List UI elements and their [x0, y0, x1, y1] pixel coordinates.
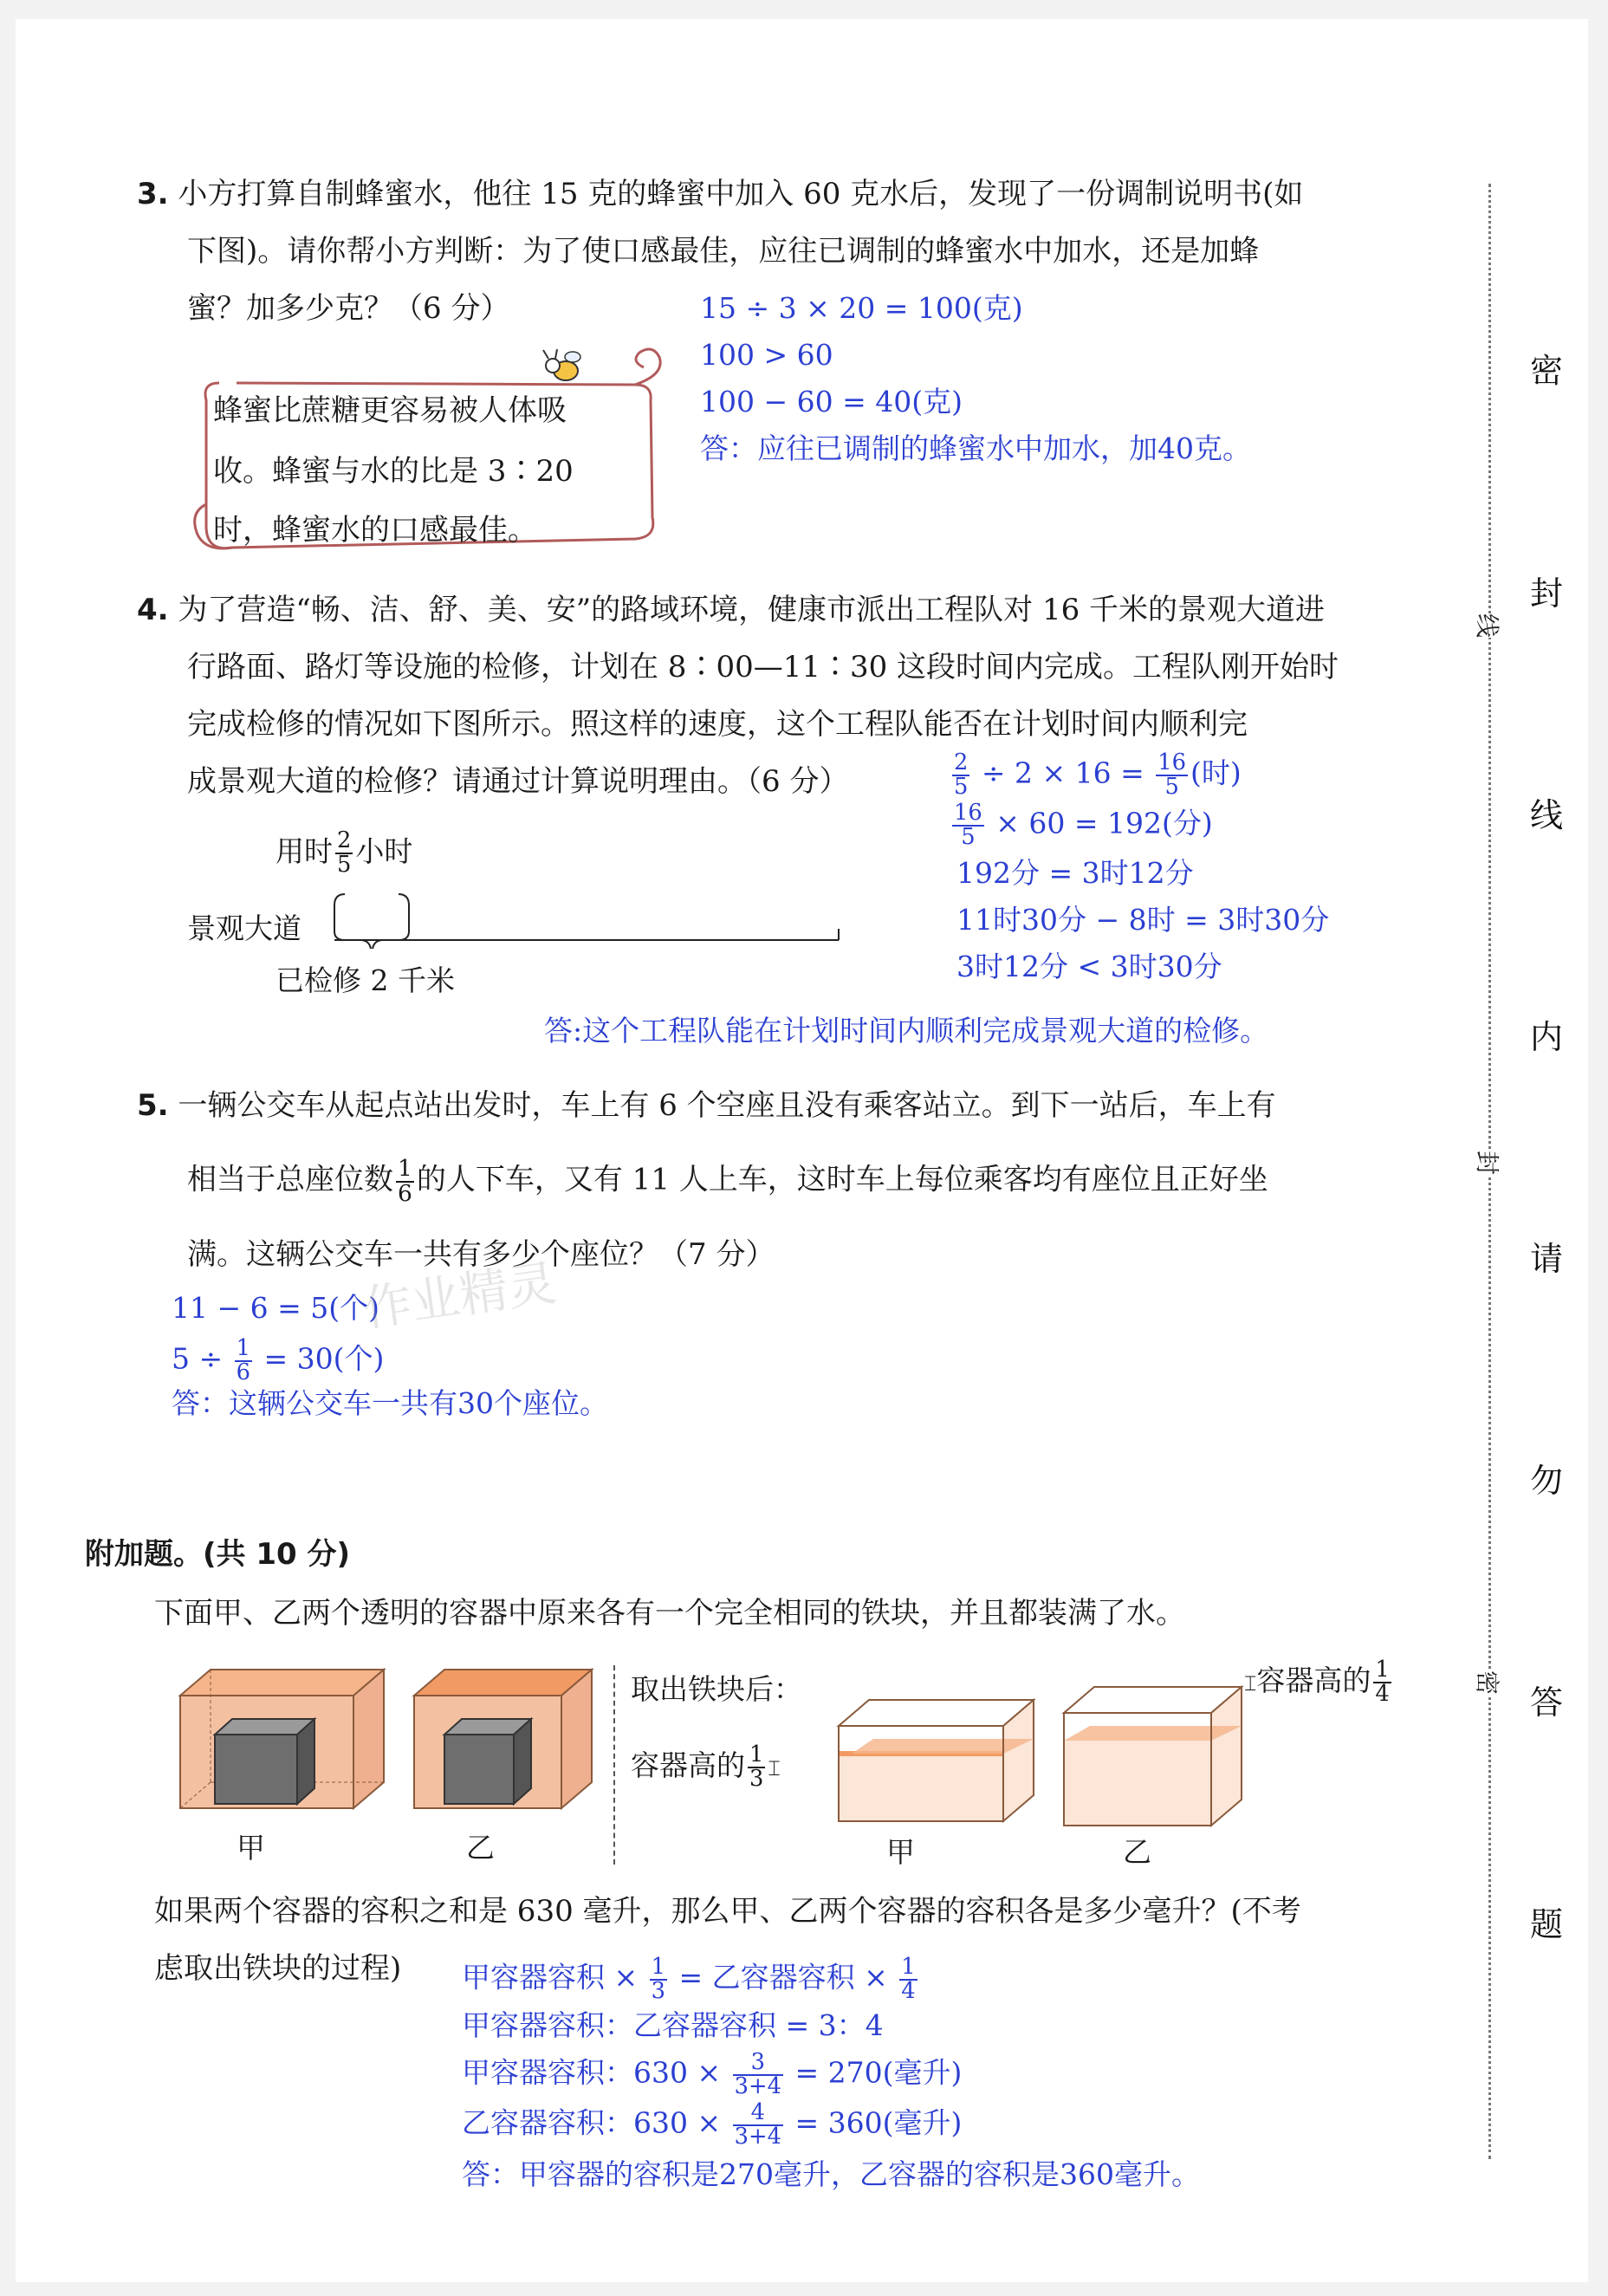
label-yi-2: 乙: [1123, 1835, 1151, 1869]
label-jia-1: 甲: [237, 1831, 265, 1865]
q4-conclusion: 答:这个工程队能在计划时间内顺利完成景观大道的检修。: [544, 1014, 1269, 1047]
card-line1: 蜂蜜比蔗糖更容易被人体吸: [213, 393, 567, 428]
road-label: 景观大道: [187, 911, 302, 945]
after-label: 取出铁块后：: [631, 1672, 802, 1706]
side-char-4: 内: [1530, 1018, 1564, 1056]
extra-answer-3: 甲容器容积：630 × $\frac{3}{3+4}$ = 270(毫升): [462, 2049, 963, 2099]
q4-answer-3: 192分 = 3时12分: [956, 856, 1194, 890]
side-char-1: 密: [1530, 352, 1564, 390]
q3-answer-3: 100 − 60 = 40(克): [700, 385, 963, 418]
card-line3: 时，蜂蜜水的口感最佳。: [213, 513, 537, 548]
side-char-7: 答: [1530, 1683, 1564, 1722]
extra-line1: 下面甲、乙两个透明的容器中原来各有一个完全相同的铁块，并且都装满了水。: [154, 1596, 1185, 1631]
q5-line1: [137, 1086, 1276, 1125]
q3-answer-4: 答：应往已调制的蜂蜜水中加水，加40克。: [700, 431, 1251, 465]
q4-line3: 完成检修的情况如下图所示。照这样的速度，这个工程队能否在计划时间内顺利完: [187, 707, 1248, 742]
q3-number: 3.: [137, 177, 169, 211]
side-char-6: 勿: [1530, 1462, 1564, 1500]
q4-number: 4.: [137, 593, 169, 627]
q5-answer-3: 答：这辆公交车一共有30个座位。: [172, 1386, 608, 1420]
label-yi-1: 乙: [466, 1831, 495, 1865]
side-char-2: 封: [1530, 574, 1564, 613]
extra-answer-5: 答：甲容器的容积是270毫升，乙容器的容积是360毫升。: [462, 2157, 1200, 2191]
time-label: 用时 $\frac{2}{5}$ 小时: [276, 827, 413, 878]
extra-q-line1: 如果两个容器的容积之和是 630 毫升，那么甲、乙两个容器的容积各是多少毫升？(不考: [154, 1894, 1301, 1929]
q4-answer-1: $\frac{2}{5}$ ÷ 2 × 16 = $\frac{16}{5}$ (时): [954, 749, 1242, 800]
q3-text1: 小方打算自制蜂蜜水，他往 15 克的蜂蜜中加入 60 克水后，发现了一份调制说明书(如: [178, 177, 1304, 211]
q4-line2: 行路面、路灯等设施的检修，计划在 8∶00—11∶30 这段时间内完成。工程队刚开始时: [187, 650, 1339, 684]
bee-icon: [543, 349, 580, 380]
q4-line1: [137, 591, 1325, 629]
extra-answer-1: 甲容器容积 × $\frac{1}{3}$ = 乙容器容积 × $\frac{1}{4}$: [462, 1954, 916, 2004]
label-jia-2: 甲: [886, 1835, 915, 1869]
containers-after: [821, 1683, 1428, 1847]
watermark: 作业精灵: [360, 1255, 561, 1339]
q4-line4: 成景观大道的检修？请通过计算说明理由。（6 分）: [187, 764, 849, 799]
q3-line2: 下图)。请你帮小方判断：为了使口感最佳，应往已调制的蜂蜜水中加水，还是加蜂: [187, 234, 1260, 269]
q3-answer-1: 15 ÷ 3 × 20 = 100(克): [700, 291, 1023, 325]
done-label: 已检修 2 千米: [276, 963, 455, 997]
q4-answer-2: $\frac{16}{5}$ × 60 = 192(分): [954, 800, 1213, 850]
side-char-5: 请: [1530, 1240, 1564, 1278]
q3-line1: [137, 175, 1303, 213]
q4-answer-4: 11时30分 − 8时 = 3时30分: [956, 903, 1330, 937]
q5-line2: 相当于总座位数 $\frac{1}{6}$ 的人下车，又有 11 人上车，这时车上每位乘客均有座位且正好坐: [187, 1155, 1268, 1207]
side-char-3: 线: [1530, 796, 1564, 834]
side-small-1: 线: [1471, 613, 1506, 638]
height-label-jia: 容器高的 $\frac{1}{3}$ ⌶: [631, 1741, 781, 1792]
road-line: [327, 890, 847, 950]
q5-text1: 一辆公交车从起点站出发时，车上有 6 个空座且没有乘客站立。到下一站后，车上有: [178, 1088, 1276, 1123]
height-label-yi: ⌶容器高的 $\frac{1}{4}$: [1244, 1657, 1390, 1707]
divider: [613, 1665, 615, 1865]
side-char-8: 题: [1530, 1905, 1564, 1943]
worksheet-page: [16, 19, 1588, 2282]
extra-q-line2: 虑取出铁块的过程): [154, 1951, 402, 1986]
side-small-2: 封: [1471, 1151, 1506, 1175]
q4-text1: 为了营造“畅、洁、舒、美、安”的路域环境，健康市派出工程队对 16 千米的景观大道进: [178, 593, 1326, 627]
containers-with-blocks: [163, 1665, 596, 1839]
extra-answer-4: 乙容器容积：630 × $\frac{4}{3+4}$ = 360(毫升): [462, 2099, 963, 2150]
q4-answer-5: 3时12分 < 3时30分: [956, 950, 1222, 983]
extra-title: 附加题。(共 10 分): [85, 1537, 351, 1572]
q5-number: 5.: [137, 1088, 169, 1123]
card-line2: 收。蜂蜜与水的比是 3∶20: [213, 454, 574, 489]
side-small-3: 密: [1471, 1670, 1506, 1695]
q3-line3: 蜜？加多少克？（6 分）: [187, 291, 510, 326]
q5-answer-2: 5 ÷ $\frac{1}{6}$ = 30(个): [172, 1335, 385, 1385]
extra-answer-2: 甲容器容积：乙容器容积 = 3：4: [462, 2008, 884, 2042]
q5-answer-1: 11 − 6 = 5(个): [172, 1291, 379, 1325]
q3-answer-2: 100 > 60: [700, 338, 833, 372]
q5-line3: 满。这辆公交车一共有多少个座位？（7 分）: [187, 1237, 775, 1272]
